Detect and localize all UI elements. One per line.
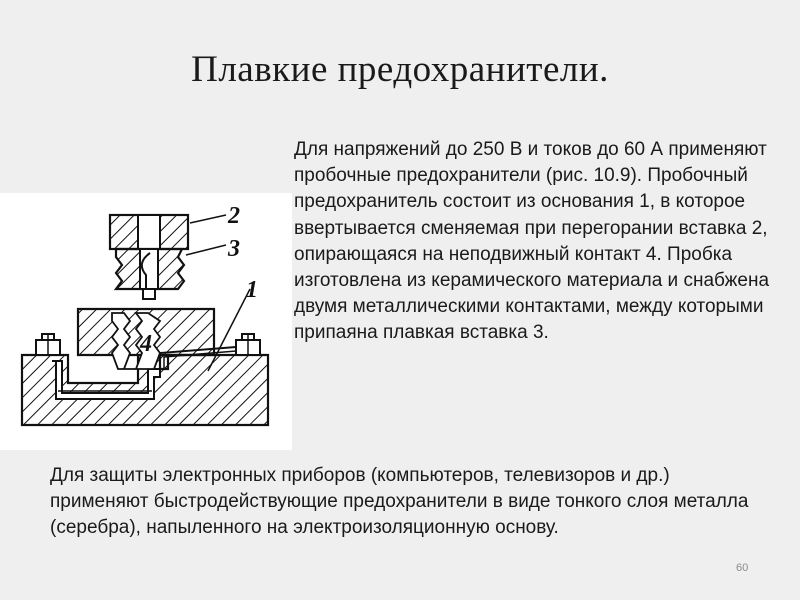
page-number: 60 [736,562,749,574]
paragraph-plug-fuses: Для напряжений до 250 В и токов до 60 А применяют пробочные предохранители (рис. 10.9). Пробочный предохранитель состоит из основания 1, в которое ввертывается сменяемая при перегорании вставка 2, опирающаяся на неподвижный контакт 4. Пробка изготовлена из керамического материала и снабжена двумя металлическими контактами, между которыми припаяна плавкая вставка 3. [294,139,770,344]
fuse-cap-2 [110,215,188,299]
label-2: 2 [228,203,240,229]
label-1: 1 [246,277,258,303]
paragraph-electronic-fuses: Для защиты электронных приборов (компьютеров, телевизоров и др.) применяют быстродействующие предохранители в виде тонкого слоя металла (серебра), напыленного на электроизоляционную основу. [50,465,749,538]
right-terminal [236,334,260,355]
fuse-figure [0,193,292,450]
left-terminal [36,334,60,355]
fuse-diagram [0,193,292,450]
label-3: 3 [228,236,240,262]
slide-title: Плавкие предохранители. [191,49,609,90]
label-4: 4 [140,331,152,357]
